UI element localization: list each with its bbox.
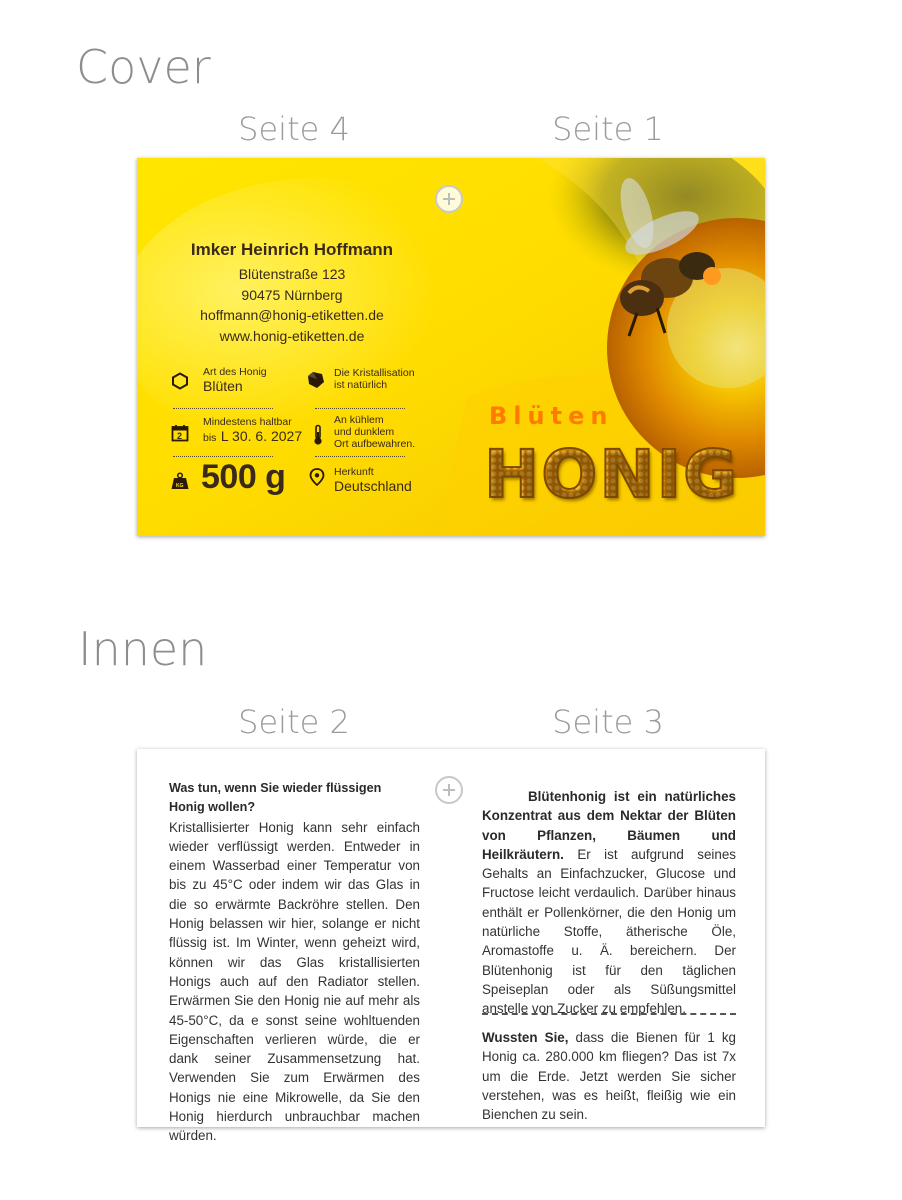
add-page-icon[interactable] [435, 185, 463, 213]
left-heading-line1: Was tun, wenn Sie wieder flüssigen [169, 781, 382, 795]
page2-text [169, 779, 420, 1146]
page2-label: Seite 2 [238, 703, 350, 741]
beekeeper-name: Imker Heinrich Hoffmann [190, 240, 394, 259]
honey-type-label: Art des Honig [203, 366, 267, 378]
crystallization-line1: Die Kristallisation [334, 367, 415, 379]
inner-card [137, 749, 765, 1144]
crystallization-line2: ist natürlich [334, 379, 388, 391]
fact-text [482, 1028, 736, 1124]
origin-block [307, 466, 437, 500]
storage-line2: und dunklem [334, 426, 395, 438]
storage-block [307, 414, 437, 454]
fact-bold: Wussten Sie, [482, 1030, 569, 1045]
best-before-prefix: bis [203, 432, 217, 444]
page3-text [482, 787, 736, 1019]
hexagon-icon [171, 372, 189, 390]
origin-label: Herkunft [334, 466, 374, 478]
divider [315, 456, 405, 457]
add-page-icon[interactable] [435, 776, 463, 804]
storage-line1: An kühlem [334, 414, 384, 426]
fact-body: dass die Bienen für 1 kg Honig ca. 280.000 km fliegen? Das ist 7x um die Erde. Jetzt werden Sie sicher verstehen, was es heißt, fleißig wie ein Bienchen zu sein. [482, 1030, 737, 1123]
address-city: 90475 Nürnberg [241, 286, 343, 303]
origin-value: Deutschland [334, 478, 412, 494]
inner-section-title: Innen [78, 622, 208, 676]
best-before-label: Mindestens haltbar [203, 416, 292, 428]
divider [173, 408, 273, 409]
divider [315, 408, 405, 409]
left-heading-line2: Honig wollen? [169, 800, 256, 815]
right-intro-bold: Blütenhonig ist ein natürliches Konzentrat aus dem Nektar der Blüten von Pflanzen, Bäumen und Heilkräutern. [482, 789, 736, 862]
location-pin-icon [309, 468, 325, 486]
honey-type-value: Blüten [203, 378, 243, 394]
crystallization-block [307, 366, 437, 398]
best-before-date: L 30. 6. 2027 [220, 428, 303, 444]
address-website: www.honig-etiketten.de [219, 327, 365, 344]
cover-card [137, 158, 765, 536]
address-email: hoffmann@honig-etiketten.de [200, 307, 384, 323]
best-before-block [171, 416, 311, 450]
calendar-day: 2 [177, 431, 183, 441]
page1-label: Seite 1 [552, 110, 664, 148]
crystal-icon [307, 371, 325, 389]
divider [482, 1013, 736, 1015]
honey-type-block [171, 366, 301, 398]
cover-subtitle: Blüten [489, 402, 614, 430]
weight-icon-label: KG [176, 483, 184, 489]
page4-label: Seite 4 [238, 110, 350, 148]
beekeeper-address [177, 240, 407, 346]
thermometer-icon [312, 424, 324, 446]
weight-block [171, 460, 311, 500]
storage-line3: Ort aufbewahren. [334, 438, 416, 450]
cover-title: HONIG [484, 436, 740, 513]
divider [173, 456, 273, 457]
address-street: Blütenstraße 123 [238, 266, 346, 282]
left-body: Kristallisierter Honig kann sehr einfach wieder verflüssigt werden. Entweder in einem Wasserbad einer Temperatur von bis zu 45°C oder indem wir das Glas in die so erwärmte Backröhre stellen. Den Honig belassen wir hier, solange er nicht flüssig ist. Im Winter, wenn geheizt wird, können wir das Glas kristallisierten Honigs auch auf den Radiator stellen. Erwärmen Sie den Honig nie auf mehr als 45-50°C, da e sonst seine wohltuenden Eigenschaften verlieren würde, die er dank seiner Zusammensetzung hat. Verwenden Sie zum Erwärmen des Honigs nie eine Mikrowelle, da Sie den Honig hierdurch unbrauchbar machen würden. [169, 819, 420, 1144]
cover-section-title: Cover [76, 40, 211, 94]
right-body: Er ist aufgrund seines Gehalts an Einfachzucker, Glucose und Fructose leicht verdaulich. Darüber hinaus enthält er Pollenkörner, die den Honig um natürliche Stoffe, ätherische Öle, Aromastoffe u. Ä. bereichern. Der Blütenhonig ist für den täglichen Speiseplan oder als Süßungsmittel anstelle von Zucker zu empfehlen. [482, 846, 736, 1017]
net-weight: 500 g [201, 458, 286, 496]
page3-label: Seite 3 [552, 703, 664, 741]
